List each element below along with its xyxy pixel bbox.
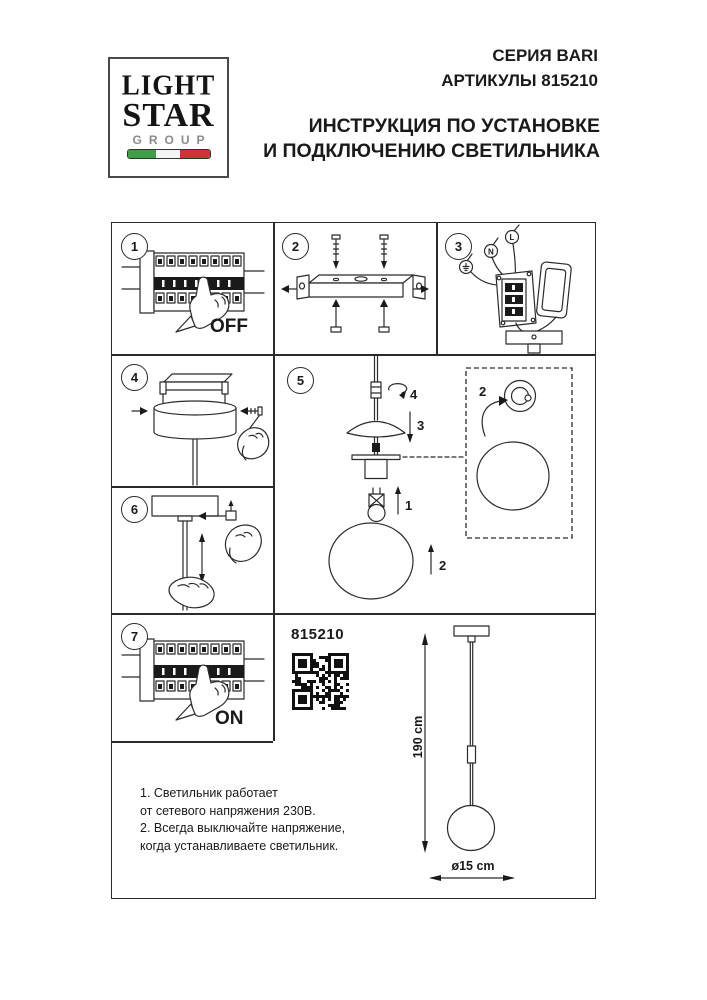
down-arrow-icon	[407, 412, 413, 443]
step6-panel	[112, 486, 273, 613]
main-title-line2: И ПОДКЛЮЧЕНИЮ СВЕТИЛЬНИКА	[263, 140, 600, 162]
step7-panel	[112, 613, 273, 741]
step5-label-2: 2	[439, 558, 447, 573]
diameter-dimension-label: ø15 cm	[451, 859, 495, 873]
step-number: 4	[121, 364, 148, 391]
note-line: 1. Светильник работает	[140, 786, 278, 800]
screw-icon	[332, 235, 340, 269]
grid-line	[112, 741, 273, 743]
safety-notes	[140, 785, 375, 855]
assembly-diagram	[273, 354, 595, 613]
rotate-arrow-icon	[389, 384, 407, 399]
glass-globe	[329, 523, 413, 599]
hand-with-screwdriver-icon	[238, 416, 269, 460]
lightstar-logo	[108, 57, 229, 178]
shade-cone	[347, 422, 405, 438]
articles-title: АРТИКУЛЫ 815210	[441, 71, 598, 90]
product-article: 815210	[291, 626, 345, 643]
off-label: OFF	[210, 316, 248, 337]
height-dimension-label: 190 cm	[411, 715, 425, 759]
earth-symbol	[460, 261, 473, 274]
mount-flange	[352, 455, 400, 460]
step5-label-3: 3	[417, 418, 425, 433]
bolt-icon	[331, 299, 341, 332]
step-number: 3	[445, 233, 472, 260]
product-section	[273, 613, 595, 898]
on-label: ON	[215, 708, 244, 729]
wire-n-label: N	[488, 247, 494, 257]
logo-text-group: GROUP	[132, 133, 212, 147]
screw-icon	[380, 235, 388, 269]
step4-panel	[112, 354, 273, 486]
bulb-icon	[368, 488, 385, 522]
step5-label-1: 1	[405, 498, 413, 513]
instruction-board	[111, 222, 596, 899]
glass-globe-detail	[477, 442, 549, 510]
product-drawing	[273, 613, 595, 898]
step-number: 5	[287, 367, 314, 394]
step5-panel	[273, 354, 595, 613]
main-title-line1: ИНСТРУКЦИЯ ПО УСТАНОВКЕ	[308, 115, 600, 137]
note-line: 2. Всегда выключайте напряжение,	[140, 821, 346, 835]
diameter-dimension-line	[429, 875, 515, 881]
step2-panel	[273, 223, 436, 354]
step3-panel	[436, 223, 595, 354]
step-number: 7	[121, 623, 148, 650]
italy-flag-bar	[127, 149, 211, 159]
switch-housing	[536, 262, 571, 319]
step5-label-4: 4	[410, 387, 418, 402]
wire-l-label: L	[509, 233, 515, 242]
logo-text-light: LIGHT	[121, 69, 216, 101]
step-number: 1	[121, 233, 148, 260]
up-arrow-icon	[395, 486, 401, 514]
bolt-icon	[379, 299, 389, 332]
side-arrow-icon	[281, 285, 296, 293]
curved-arrow-icon	[482, 396, 508, 436]
side-arrow-icon	[132, 407, 148, 415]
note-line: от сетевого напряжения 230В.	[140, 803, 316, 818]
pendant-globe	[448, 806, 495, 851]
upper-hand-icon	[225, 525, 261, 563]
detail-label-2: 2	[479, 384, 487, 399]
lower-hand-icon	[169, 577, 214, 608]
logo-text-star: STAR	[122, 97, 215, 134]
series-title: СЕРИЯ BARI	[492, 46, 598, 65]
note-line: когда устанавливаете светильник.	[140, 838, 339, 853]
step1-panel	[112, 223, 273, 354]
step-number: 6	[121, 496, 148, 523]
ring-top-view	[505, 381, 536, 412]
up-arrow-icon	[428, 544, 434, 574]
step-number: 2	[282, 233, 309, 260]
side-screw-icon	[240, 407, 262, 415]
socket-cup	[365, 460, 387, 479]
double-arrow-icon	[199, 533, 205, 583]
